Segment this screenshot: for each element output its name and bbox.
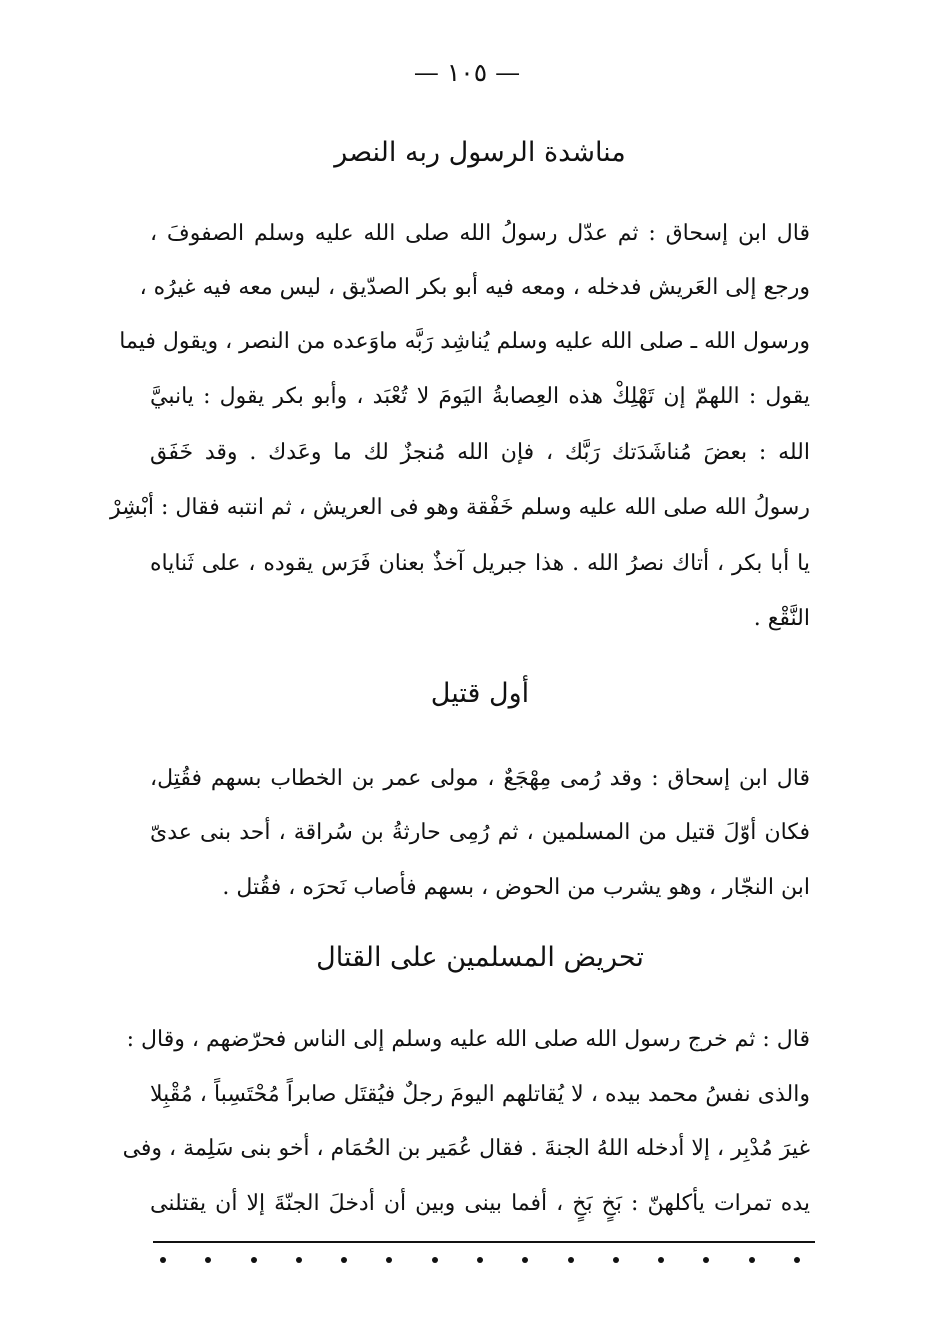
section-heading-first-killed: أول قتيل (430, 678, 530, 709)
paragraph-line: قال ابن إسحاق : وقد رُمى مِهْجَعٌ ، مولى عمر بن الخطاب بسهم فقُتِل، (150, 766, 810, 791)
paragraph-line: الله : بعضَ مُناشَدَتك رَبَّك ، فإن الله مُنجزٌ لك ما وعَدك . وقد خَفَق (150, 440, 810, 465)
paragraph-line: قال ابن إسحاق : ثم عدّل رسولُ الله صلى الله عليه وسلم الصفوفَ ، (150, 221, 810, 246)
footer-dot (477, 1257, 483, 1263)
footer-dot (160, 1257, 166, 1263)
footer-dot (749, 1257, 755, 1263)
footer-dot (522, 1257, 528, 1263)
section-heading-urging-to-fight: تحريض المسلمين على القتال (316, 942, 644, 973)
page-number: — ١٠٥ — (413, 58, 521, 87)
footer-dot (341, 1257, 347, 1263)
footer-dot (658, 1257, 664, 1263)
paragraph-line: النَّقْع . (753, 606, 810, 631)
paragraph-line: والذى نفسُ محمد بيده ، لا يُقاتلهم اليومَ رجلٌ فيُقتَل صابراً مُحْتَسِباً ، مُقْبِلا (150, 1082, 810, 1107)
paragraph-line: ورجع إلى العَريش فدخله ، ومعه فيه أبو بكر الصدّيق ، ليس معه فيه غيرُه ، (139, 275, 810, 300)
footer-dot (251, 1257, 257, 1263)
section-heading-prayer-for-victory: مناشدة الرسول ربه النصر (334, 137, 626, 168)
footer-dot (703, 1257, 709, 1263)
footer-dot (296, 1257, 302, 1263)
footer-dot (205, 1257, 211, 1263)
paragraph-line: يده تمرات يأكلهنّ : بَخٍ بَخٍ ، أفما بينى وبين أن أدخلَ الجنّةَ إلا أن يقتلنى (150, 1191, 810, 1216)
paragraph-line: قال : ثم خرج رسول الله صلى الله عليه وسلم إلى الناس فحرّضهم ، وقال : (126, 1027, 810, 1052)
paragraph-line: فكان أوّلَ قتيل من المسلمين ، ثم رُمِى حارثةُ بن سُراقة ، أحد بنى عدىّ (150, 820, 810, 845)
footer-dot (386, 1257, 392, 1263)
paragraph-line: ابن النجّار ، وهو يشرب من الحوض ، بسهم فأصاب نَحرَه ، فقُتل . (222, 875, 810, 900)
paragraph-line: يقول : اللهمّ إن تَهْلِكْ هذه العِصابةُ اليَومَ لا تُعْبَد ، وأبو بكر يقول : يانبيَّ (150, 384, 810, 409)
footer-rule (153, 1241, 815, 1243)
paragraph-line: يا أبا بكر ، أتاك نصرُ الله . هذا جبريل آخذٌ بعنان فَرَس يقوده ، على ثَناياه (150, 551, 810, 576)
paragraph-line: رسولُ الله صلى الله عليه وسلم خَفْقة وهو فى العريش ، ثم انتبه فقال : أبْشِرْ (110, 495, 810, 520)
footer-dot-row (160, 1257, 800, 1263)
footer-dot (432, 1257, 438, 1263)
paragraph-line: غيرَ مُدْبِر ، إلا أدخله اللهُ الجنةَ . فقال عُمَير بن الحُمَام ، أخو بنى سَلِمة ، وفى (122, 1136, 810, 1161)
footer-dot (613, 1257, 619, 1263)
footer-dot (794, 1257, 800, 1263)
footer-dot (568, 1257, 574, 1263)
paragraph-line: ورسول الله ـ صلى الله عليه وسلم يُناشِد رَبَّه ماوَعده من النصر ، ويقول فيما (119, 329, 810, 354)
